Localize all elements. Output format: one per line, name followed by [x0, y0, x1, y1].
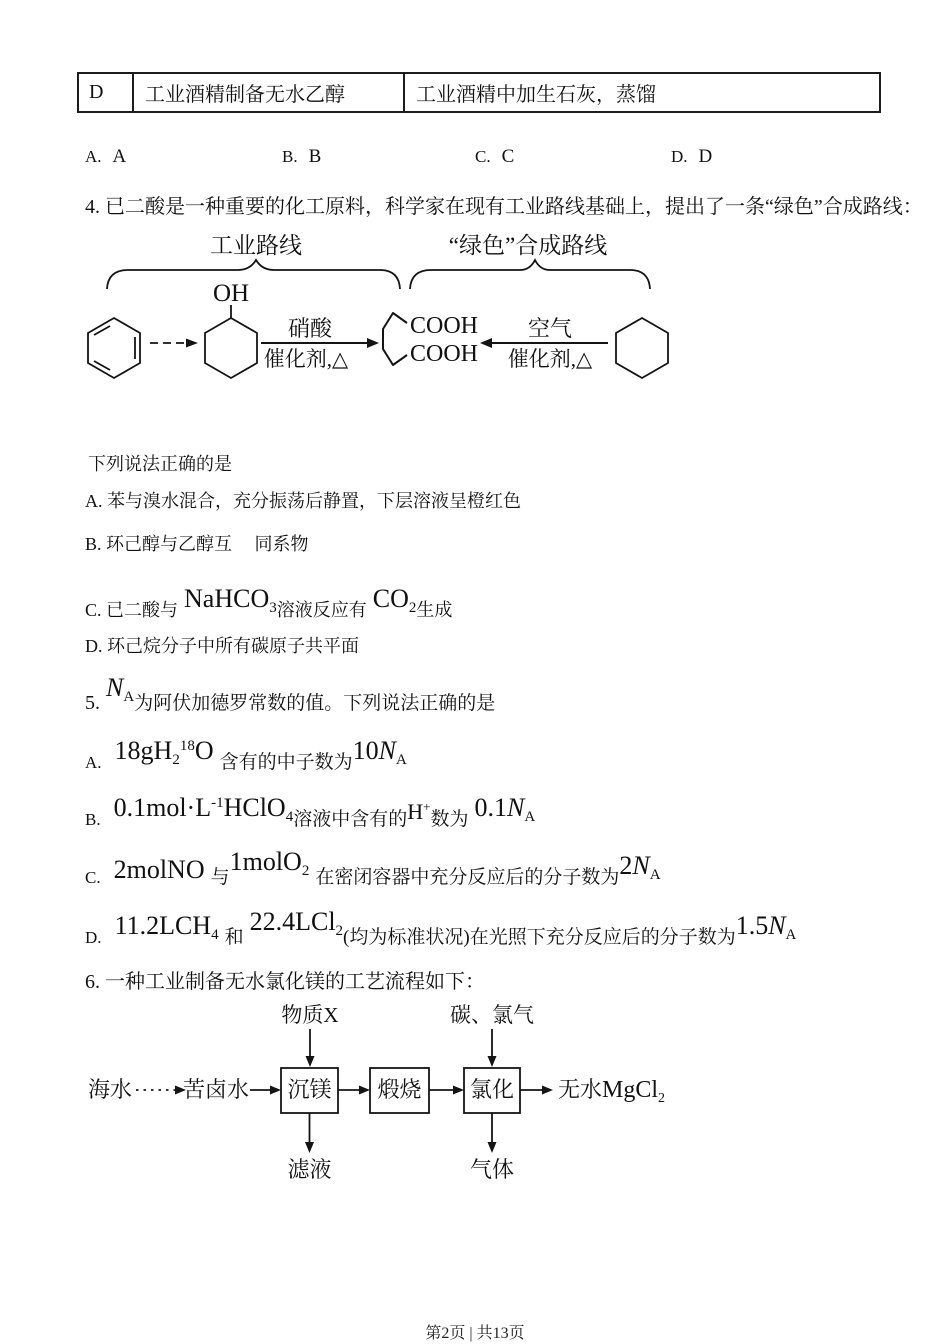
catalyst-label-1: 催化剂,△	[263, 347, 349, 371]
answer-option-a	[85, 146, 126, 168]
q4-option-a: A. 苯与溴水混合，充分振荡后静置，下层溶液呈橙红色	[85, 491, 521, 511]
q4-option-c-pre: C. 已二酸与	[85, 600, 179, 620]
answer-option-b-label: B.	[282, 147, 298, 166]
q5-option-a-label: A.	[85, 753, 102, 772]
q5-option-c-result: 2NA	[619, 851, 661, 883]
q5-option-b-result: 0.1NA	[474, 793, 536, 825]
cooh-bottom-label: COOH	[410, 341, 479, 367]
q5-option-c-conj: 与	[210, 867, 230, 888]
q6-flow-diagram	[80, 995, 700, 1190]
industrial-route-label: 工业路线	[210, 233, 302, 258]
co2-formula: CO2	[372, 584, 417, 616]
q5-option-b-label: B.	[85, 810, 101, 829]
avogadro-symbol: NA	[106, 673, 135, 705]
flow-dotted-arrow	[136, 1086, 186, 1095]
q5-option-d-conj: 和	[224, 927, 244, 948]
q4-option-c	[85, 584, 453, 626]
flow-box-chlorinate	[464, 1068, 520, 1113]
flow-box-calcine	[370, 1068, 429, 1113]
q4-option-d: D. 环己烷分子中所有碳原子共平面	[85, 636, 359, 656]
page-footer: 第2页 | 共13页	[425, 1325, 525, 1342]
oh-label: OH	[212, 280, 250, 307]
cyclohexanol-ring	[205, 305, 257, 378]
h2o18-formula: $18gH2^{18}O$	[114, 736, 214, 768]
catalyst-label-2: 催化剂,△	[507, 347, 593, 371]
q4-option-c-post: 生成	[416, 600, 453, 620]
nahco3-formula: NaHCO3	[184, 584, 277, 616]
flow-arrow-3	[429, 1086, 464, 1095]
flow-arrow-1	[250, 1086, 281, 1095]
green-route-brace	[410, 260, 650, 289]
flow-product-label: 无水MgCl$_2$	[558, 1077, 666, 1106]
answer-option-d-value: D	[698, 146, 713, 167]
flow-bittern-label: 苦卤水	[182, 1077, 250, 1102]
hclo4-formula: $0.1mol\cdot L^{-1}HClO4$	[113, 793, 294, 825]
continuation-table	[77, 72, 881, 113]
answer-option-d	[671, 146, 712, 168]
flow-input-carbon-chlorine: 碳、氯气	[450, 1003, 534, 1027]
table-cell-operation: 工业酒精制备无水乙醇	[134, 74, 405, 111]
q5-number: 5.	[85, 692, 100, 714]
answer-option-a-value: A	[112, 146, 127, 167]
q4-stem: 4. 已二酸是一种重要的化工原料，科学家在现有工业路线基础上，提出了一条“绿色”合成路线：	[85, 196, 923, 218]
table-cell-option-letter: D	[79, 74, 134, 111]
answer-option-a-label: A.	[85, 147, 102, 166]
q5-option-d	[85, 907, 797, 953]
benzene-ring	[88, 318, 140, 378]
flow-arrow-down-input1	[306, 1029, 315, 1067]
answer-option-b	[282, 146, 321, 168]
air-label: 空气	[527, 316, 573, 341]
q4-option-b: B. 环己醇与乙醇互 同系物	[85, 534, 309, 554]
o2-formula: 1molO2	[229, 847, 310, 879]
answer-option-b-value: B	[308, 146, 322, 167]
flow-gas-label: 气体	[469, 1157, 515, 1182]
q5-option-c	[85, 847, 661, 893]
flow-arrow-4	[520, 1086, 553, 1095]
flow-input-substance-x: 物质X	[281, 1003, 339, 1027]
h-plus-formula: H+	[407, 799, 431, 824]
flow-seawater-label: 海水	[87, 1077, 133, 1102]
industrial-route-brace	[107, 260, 400, 289]
q5-option-d-result: 1.5NA	[735, 911, 797, 943]
table-cell-method: 工业酒精中加生石灰，蒸馏	[416, 84, 656, 106]
adipic-acid-chain	[383, 313, 407, 365]
q5-stem	[85, 673, 496, 719]
q4-route-diagram	[80, 225, 700, 390]
q4-lead: 下列说法正确的是	[88, 454, 232, 474]
cl2-formula: 22.4LCl2	[249, 907, 344, 939]
q5-stem-text: 为阿伏加德罗常数的值。下列说法正确的是	[134, 693, 496, 714]
answer-option-d-label: D.	[671, 147, 688, 166]
q4-option-c-mid: 溶液反应有	[276, 600, 367, 620]
cooh-top-label: COOH	[410, 313, 479, 339]
q5-option-d-text: (均为标准状况)在光照下充分反应后的分子数为	[343, 927, 736, 948]
answer-option-c	[475, 146, 514, 168]
flow-box-precipitate-mg	[281, 1068, 338, 1113]
flow-arrow-down-gas	[488, 1113, 497, 1153]
flow-filtrate-label: 滤液	[287, 1157, 332, 1182]
green-route-label: “绿色”合成路线	[448, 233, 608, 258]
q5-option-b-text: 溶液中含有的	[293, 809, 408, 830]
no-formula: 2molNO	[113, 855, 205, 884]
q5-option-c-label: C.	[85, 868, 101, 887]
ch4-formula: 11.2LCH4	[114, 911, 219, 943]
q5-option-a-text: 含有的中子数为	[219, 752, 353, 773]
dashed-arrow	[150, 339, 198, 348]
answer-option-c-label: C.	[475, 147, 491, 166]
nitric-acid-label: 硝酸	[287, 316, 333, 341]
q5-option-b	[85, 793, 536, 835]
q5-option-a-result: 10NA	[352, 736, 407, 768]
q5-option-d-label: D.	[85, 928, 102, 947]
flow-arrow-2	[338, 1086, 370, 1095]
svg-text:沉镁: 沉镁	[287, 1077, 332, 1102]
q5-option-b-text2: 数为	[430, 809, 469, 830]
flow-arrow-down-input2	[488, 1029, 497, 1067]
flow-arrow-down-filtrate	[305, 1113, 314, 1153]
svg-text:氯化: 氯化	[469, 1077, 515, 1102]
q5-option-a	[85, 736, 407, 778]
cyclohexane-ring	[616, 318, 668, 378]
q6-stem: 6. 一种工业制备无水氯化镁的工艺流程如下：	[85, 971, 485, 993]
answer-option-c-value: C	[501, 146, 515, 167]
q5-option-c-text: 在密闭容器中充分反应后的分子数为	[315, 867, 620, 888]
svg-text:煅烧: 煅烧	[377, 1077, 422, 1102]
